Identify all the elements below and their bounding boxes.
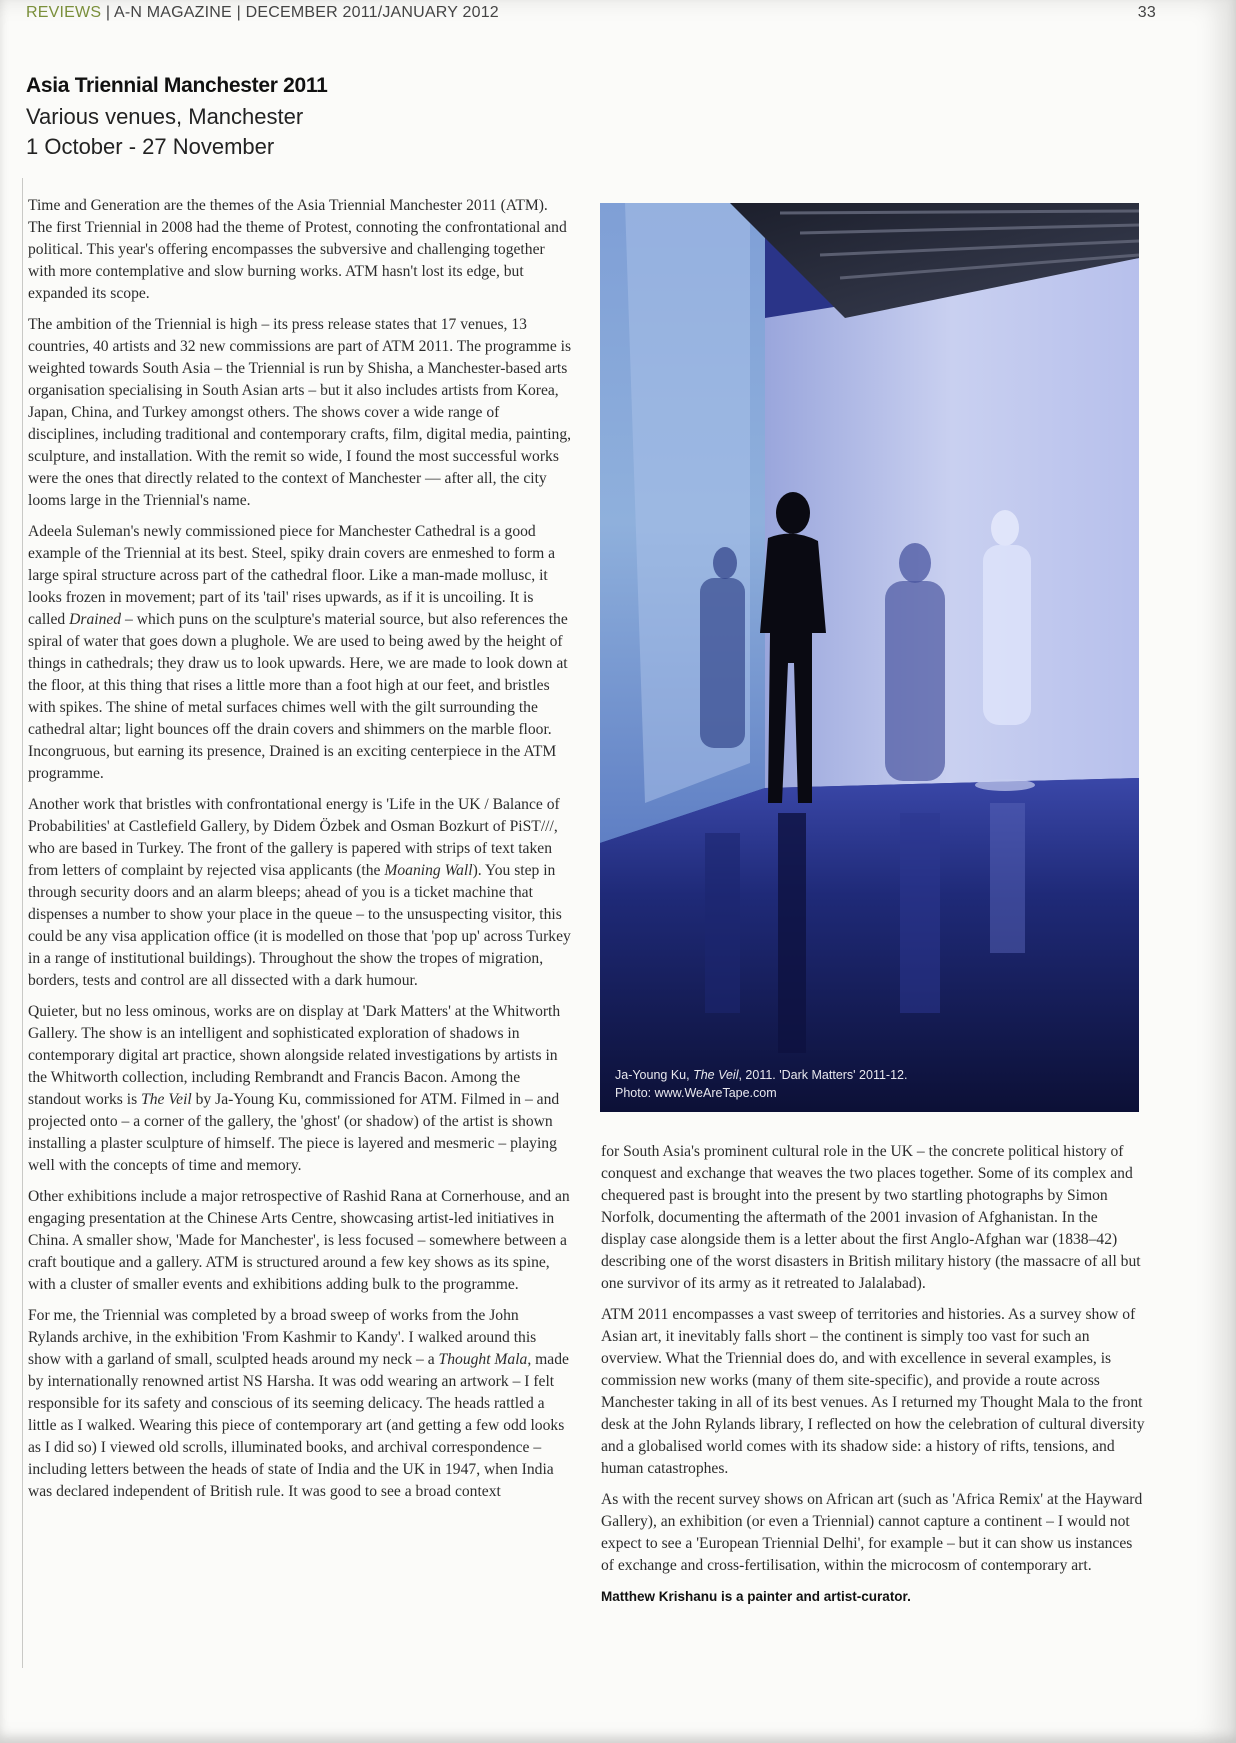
page-number: 33 — [1137, 4, 1156, 21]
work-title: The Veil — [141, 1091, 192, 1108]
column-rule — [22, 178, 23, 1668]
installation-photo — [600, 203, 1139, 1112]
publication-label: | A-N MAGAZINE | DECEMBER 2011/JANUARY 2012 — [101, 4, 499, 21]
article-column-left — [28, 195, 573, 1512]
review-title: Asia Triennial Manchester 2011 — [26, 74, 328, 97]
paragraph — [28, 521, 573, 785]
review-venue: Various venues, Manchester — [26, 104, 304, 129]
text-run: Quieter, but no less ominous, works are on display at 'Dark Matters' at the Whitworth Gallery. The show is an intelligent and sophisticated exploration of shadows in contemporary digital art practice, shown alongside related investigations by artists in the Whitworth collection, including Rembrandt and Francis Bacon. Among the standout works is — [28, 1003, 561, 1108]
review-dates: 1 October - 27 November — [26, 134, 275, 159]
work-title: Drained — [69, 611, 122, 628]
text-run: Another work that bristles with confrontational energy is 'Life in the UK / Balance of Probabilities' at Castlefield Gallery, by Didem Özbek and Osman Bozkurt of PiST///, who are based in Turkey. The front of the gallery is papered with strips of text taken from letters of complaint by rejected visa applicants (the — [28, 796, 560, 879]
text-run: ). You step in through security doors and an alarm bleeps; ahead of you is a ticket machine that dispenses a number to show your place in the queue – to the unsuspecting visitor, this could be any visa application office (it is modelled on those that 'pop up' across Turkey in a range of institutional buildings). Throughout the show the tropes of migration, borders, tests and control are all dissected with a dark humour. — [28, 862, 571, 989]
paragraph: The ambition of the Triennial is high – its press release states that 17 venues, 13 countries, 40 artists and 32 new commissions are part of ATM 2011. The programme is weighted towards South Asia – the Triennial is run by Shisha, a Manchester-based arts organisation specialising in South Asian arts – but it also includes artists from Korea, Japan, China, and Turkey amongst others. The shows cover a wide range of disciplines, including traditional and contemporary crafts, film, digital media, painting, sculpture, and installation. With the remit so wide, I found the most successful works were the ones that directly related to the context of Manchester — after all, the city looms large in the Triennial's name. — [28, 316, 572, 509]
gallery-photo-illustration — [600, 203, 1139, 1112]
text-run: , made by internationally renowned artist NS Harsha. It was odd wearing an artwork – I felt responsible for its safety and conscious of its seeming delicacy. The heads rattled a little as I walked. Wearing this piece of contemporary art (and getting a few odd looks as I did so) I viewed old scrolls, illuminated books, and archival correspondence – including letters between the heads of state of India and the UK in 1947, when India was declared independent of British rule. It was good to see a broad context — [28, 1351, 569, 1500]
paragraph: Other exhibitions include a major retrospective of Rashid Rana at Cornerhouse, and an engaging presentation at the Chinese Arts Centre, showcasing artist-led initiatives in China. A smaller show, 'Made for Manchester', is less focused – somewhere between a craft boutique and a gallery. ATM is structured around a few key shows as its spine, with a cluster of smaller events and exhibitions adding bulk to the programme. — [28, 1188, 570, 1293]
article-column-right — [601, 1141, 1146, 1608]
running-header — [26, 4, 1156, 28]
text-run: – which puns on the sculpture's material source, but also references the spiral of water that goes down a plughole. We are used to being awed by the height of things in cathedrals; they draw us to look upwards. Here, we are made to look down at the floor, at this thing that rises a little more than a foot high at our feet, and bristles with spikes. The shine of metal surfaces chimes well with the gilt surrounding the cathedral altar; light bounces off the drain covers and shimmers on the marble floor. Incongruous, but earning its presence, Drained is an exciting centerpiece in the ATM programme. — [28, 611, 568, 782]
paragraph: for South Asia's prominent cultural role in the UK – the concrete political history of conquest and exchange that weaves the two places together. Some of its complex and chequered past is brought into the present by two startling photographs by Simon Norfolk, documenting the aftermath of the 2001 invasion of Afghanistan. In the display case alongside them is a letter about the first Anglo-Afghan war (1838–42) describing one of the worst disasters in British military history (the massacre of all but one survivor of its army as it retreated to Jalalabad). — [601, 1143, 1141, 1292]
caption-text: , 2011. 'Dark Matters' 2011-12. Photo: www.WeAreTape.com — [615, 1068, 908, 1100]
author-byline: Matthew Krishanu is a painter and artist-curator. — [601, 1589, 911, 1604]
caption-text: Ja-Young Ku, — [615, 1068, 694, 1082]
paragraph: ATM 2011 encompasses a vast sweep of territories and histories. As a survey show of Asian art, it inevitably falls short – the continent is simply too vast for such an overview. What the Triennial does do, and with excellence in several examples, is commission new works (many of them site-specific), and provide a route across Manchester taking in all of its best venues. As I returned my Thought Mala to the front desk at the John Rylands library, I reflected on how the celebration of cultural diversity and a globalised world comes with its shadow side: a history of rifts, tensions, and human catastrophes. — [601, 1306, 1145, 1477]
text-run: For me, the Triennial was completed by a broad sweep of works from the John Rylands archive, in the exhibition 'From Kashmir to Kandy'. I walked around this show with a garland of small, sculpted heads around my neck – a — [28, 1307, 537, 1368]
paragraph — [28, 794, 573, 992]
section-label: REVIEWS — [26, 4, 102, 21]
paragraph — [28, 1001, 573, 1177]
paragraph: Time and Generation are the themes of the Asia Triennial Manchester 2011 (ATM). The first Triennial in 2008 had the theme of Protest, connoting the confrontational and political. This year's offering encompasses the subversive and challenging together with more contemplative and slow burning works. ATM hasn't lost its edge, but expanded its scope. — [28, 197, 567, 302]
paragraph — [28, 1305, 573, 1503]
text-run: Adeela Suleman's newly commissioned piece for Manchester Cathedral is a good example of the Triennial at its best. Steel, spiky drain covers are enmeshed to form a large spiral structure across part of the cathedral floor. Like a man-made mollusc, it looks frozen in movement; part of its 'tail' rises upwards, as if it is uncoiling. It is called — [28, 523, 556, 628]
photo-caption — [615, 1066, 915, 1102]
paragraph: As with the recent survey shows on African art (such as 'Africa Remix' at the Hayward Gallery), an exhibition (or even a Triennial) cannot capture a continent – I would not expect to see a 'European Triennial Delhi', for example – but it can show us instances of exchange and cross-fertilisation, within the microcosm of contemporary art. — [601, 1491, 1143, 1574]
text-run: by Ja-Young Ku, commissioned for ATM. Filmed in – and projected onto – a corner of the gallery, the 'ghost' (or shadow) of the artist is shown installing a plaster sculpture of himself. The piece is layered and mesmeric – playing well with the concepts of time and memory. — [28, 1091, 560, 1174]
work-title: Moaning Wall — [384, 862, 473, 879]
caption-work-title: The Veil — [693, 1068, 739, 1082]
review-header — [26, 74, 328, 164]
work-title: Thought Mala — [438, 1351, 528, 1368]
